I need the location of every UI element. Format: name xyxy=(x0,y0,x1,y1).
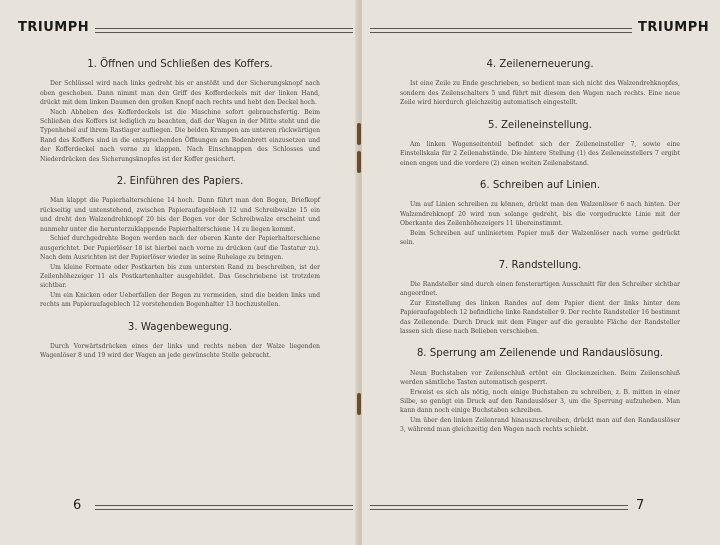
paragraph: Um über den linken Zeilenrand hinauszuschreiben, drückt man auf den Randauslöser 3, während man gleichzeitig den Wagen nach rechts schiebt. xyxy=(400,416,680,434)
paragraph: Schief durchgedrehte Bogen werden nach der oberen Kante der Papierhalterschiene ausgerichtet. Der Papierlöser 18 ist hierbei nach vorne zu drücken (auf die Tastatur zu). Nach dem Ausrichten ist der Papierlöser wieder in seine Ruhelage zu bringen. xyxy=(40,235,320,262)
left-page-content xyxy=(40,58,320,372)
page-number: 7 xyxy=(636,498,645,513)
section xyxy=(40,58,320,164)
triumph-logo: TRIUMPH xyxy=(638,20,710,35)
paragraph: Der Schlüssel wird nach links gedreht bis er anstößt und der Sicherungsknopf nach oben geschoben. Dann nimmt man den Griff des Kofferdeckels mit der linken Hand, drückt mit dem linken Daumen den großen Knopf nach rechts und hebt den Deckel hoch. xyxy=(40,80,320,107)
section xyxy=(40,175,320,310)
footer-rule xyxy=(95,505,353,510)
section-title: 8. Sperrung am Zeilenende und Randauslösung. xyxy=(416,348,664,360)
paragraph: Neun Buchstaben vor Zeilenschluß ertönt ein Glockenzeichen. Beim Zeilenschluß werden sämtliche Tasten automatisch gesperrt. xyxy=(400,369,680,387)
paragraph: Um ein Knicken oder Ueberfallen der Bogen zu vermeiden, sind die beiden links und rechts am Papieraufageblech 12 vorstehenden Bogenhalter 13 hochzustellen. xyxy=(40,291,320,309)
binding-stitch xyxy=(357,393,361,415)
section xyxy=(400,347,680,434)
section xyxy=(400,58,680,108)
paragraph: Zur Einstellung des linken Randes auf dem Papier dient der links hinter dem Papieraufageblech 12 befindliche linke Randsteller 9. Der rechte Randsteller 16 bestimmt das Zeilenende. Durch Druck mit dem Finger auf die geraubte Fläche der Randsteller lassen sich diese nach Belieben verschieben. xyxy=(400,299,680,335)
right-page-content xyxy=(400,58,680,446)
binding-stitch xyxy=(357,151,361,173)
section xyxy=(400,179,680,247)
section-title: 3. Wagenbewegung. xyxy=(127,321,233,333)
binding-stitch xyxy=(357,123,361,145)
paragraph: Die Randsteller sind durch einen fensterartigen Ausschnitt für den Schreiber sichtbar angeordnet. xyxy=(400,280,680,298)
paragraph: Um auf Linien schreiben zu können, drückt man den Walzenlöser 6 nach hinten. Der Walzendrehknopf 20 wird nun solange gedreht, bis die vorgedruckte Linie mit der Oberkante des Zeilenhöhezeigers 11 übereinstimmt. xyxy=(400,201,680,228)
section-title: 5. Zeileneinstellung. xyxy=(488,119,592,131)
section xyxy=(40,321,320,361)
section-title: 7. Randstellung. xyxy=(498,259,582,271)
paragraph: Durch Vorwärtsdrücken eines der links und rechts neben der Walze liegenden Wagenlöser 8 und 19 wird der Wagen an jede gewünschte Stelle gebracht. xyxy=(40,342,320,360)
section-title: 6. Schreiben auf Linien. xyxy=(479,180,601,192)
left-page xyxy=(0,0,358,545)
section-title: 4. Zeilenerneuerung. xyxy=(486,59,594,70)
triumph-logo: TRIUMPH xyxy=(18,20,90,35)
paragraph: Beim Schreiben auf unliniertem Papier muß der Walzenlöser nach vorne gedrückt sein. xyxy=(400,229,680,247)
page-number: 6 xyxy=(73,498,82,513)
right-page xyxy=(362,0,720,545)
section-title: 1. Öffnen und Schließen des Koffers. xyxy=(87,59,273,70)
paragraph: Um kleine Formate oder Postkarten bis zum untersten Rand zu beschreiben, ist der Zeilenhöhezeiger 11 als Postkartenhalter ausgebildet. Das Geschriebene ist trotzdem sichtbar. xyxy=(40,263,320,290)
section xyxy=(400,259,680,337)
section-title: 2. Einführen des Papiers. xyxy=(116,176,244,188)
footer-rule xyxy=(370,505,628,510)
paragraph: Erweist es sich als nötig, noch einige Buchstaben zu schreiben, z. B. mitten in einer Silbe, so genügt ein Druck auf den Randauslöser 3, um die Sperrung aufzuheben. Man kann dann noch einige Buchstaben schreiben. xyxy=(400,388,680,415)
paragraph: Nach Abheben des Kofferdeckels ist die Maschine sofort gebrauchsfertig. Beim Schließen des Koffers ist lediglich zu beachten, daß der Wagen in der Mitte steht und die Typenhebel auf ihrem Rastlager aufliegen. Die beiden Krampen am unteren rückwärtigen Rand des Koffers sind in die entsprechenden Öffnungen am Bodenbrett einzusetzen und der Kofferdeckel nach vorne zu klappen. Nach Einschnappen des Schlosses und Niederdrücken des Sicherungsknopfes ist der Koffer gesichert. xyxy=(40,108,320,163)
header-rule xyxy=(95,28,353,33)
section xyxy=(400,119,680,169)
header-rule xyxy=(370,28,632,33)
paragraph: Man klappt die Papierhalterschiene 14 hoch. Dann führt man den Bogen, Briefkopf rückseitig und untenstehend, zwischen Papieraufagebleeh 12 und Schreibwalze 15 ein und dreht den Walzendrehknopf 20 bis der Bogen vor der Schreibwalze erscheint und nunmehr unter die herunterzuklappende Papierhalterschiene 14 zu liegen kommt. xyxy=(40,197,320,233)
paragraph: Am linken Wagenseitenteil befindet sich der Zeileneinsteller 7, sowie eine Einstellskala für 2 Zeilenabstände. Die hintere Stellung (1) des Zeileneinstellers 7 ergibt einen engen und die vordere (2) einen weiten Zeilenabstand. xyxy=(400,140,680,167)
paragraph: Ist eine Zeile zu Ende geschrieben, so bedient man sich nicht des Walzendrehknopfes, sondern des Zeilenschalters 5 und führt mit diesem den Wagen nach rechts. Eine neue Zeile wird hierdurch gleichzeitig automatisch eingestellt. xyxy=(400,80,680,107)
